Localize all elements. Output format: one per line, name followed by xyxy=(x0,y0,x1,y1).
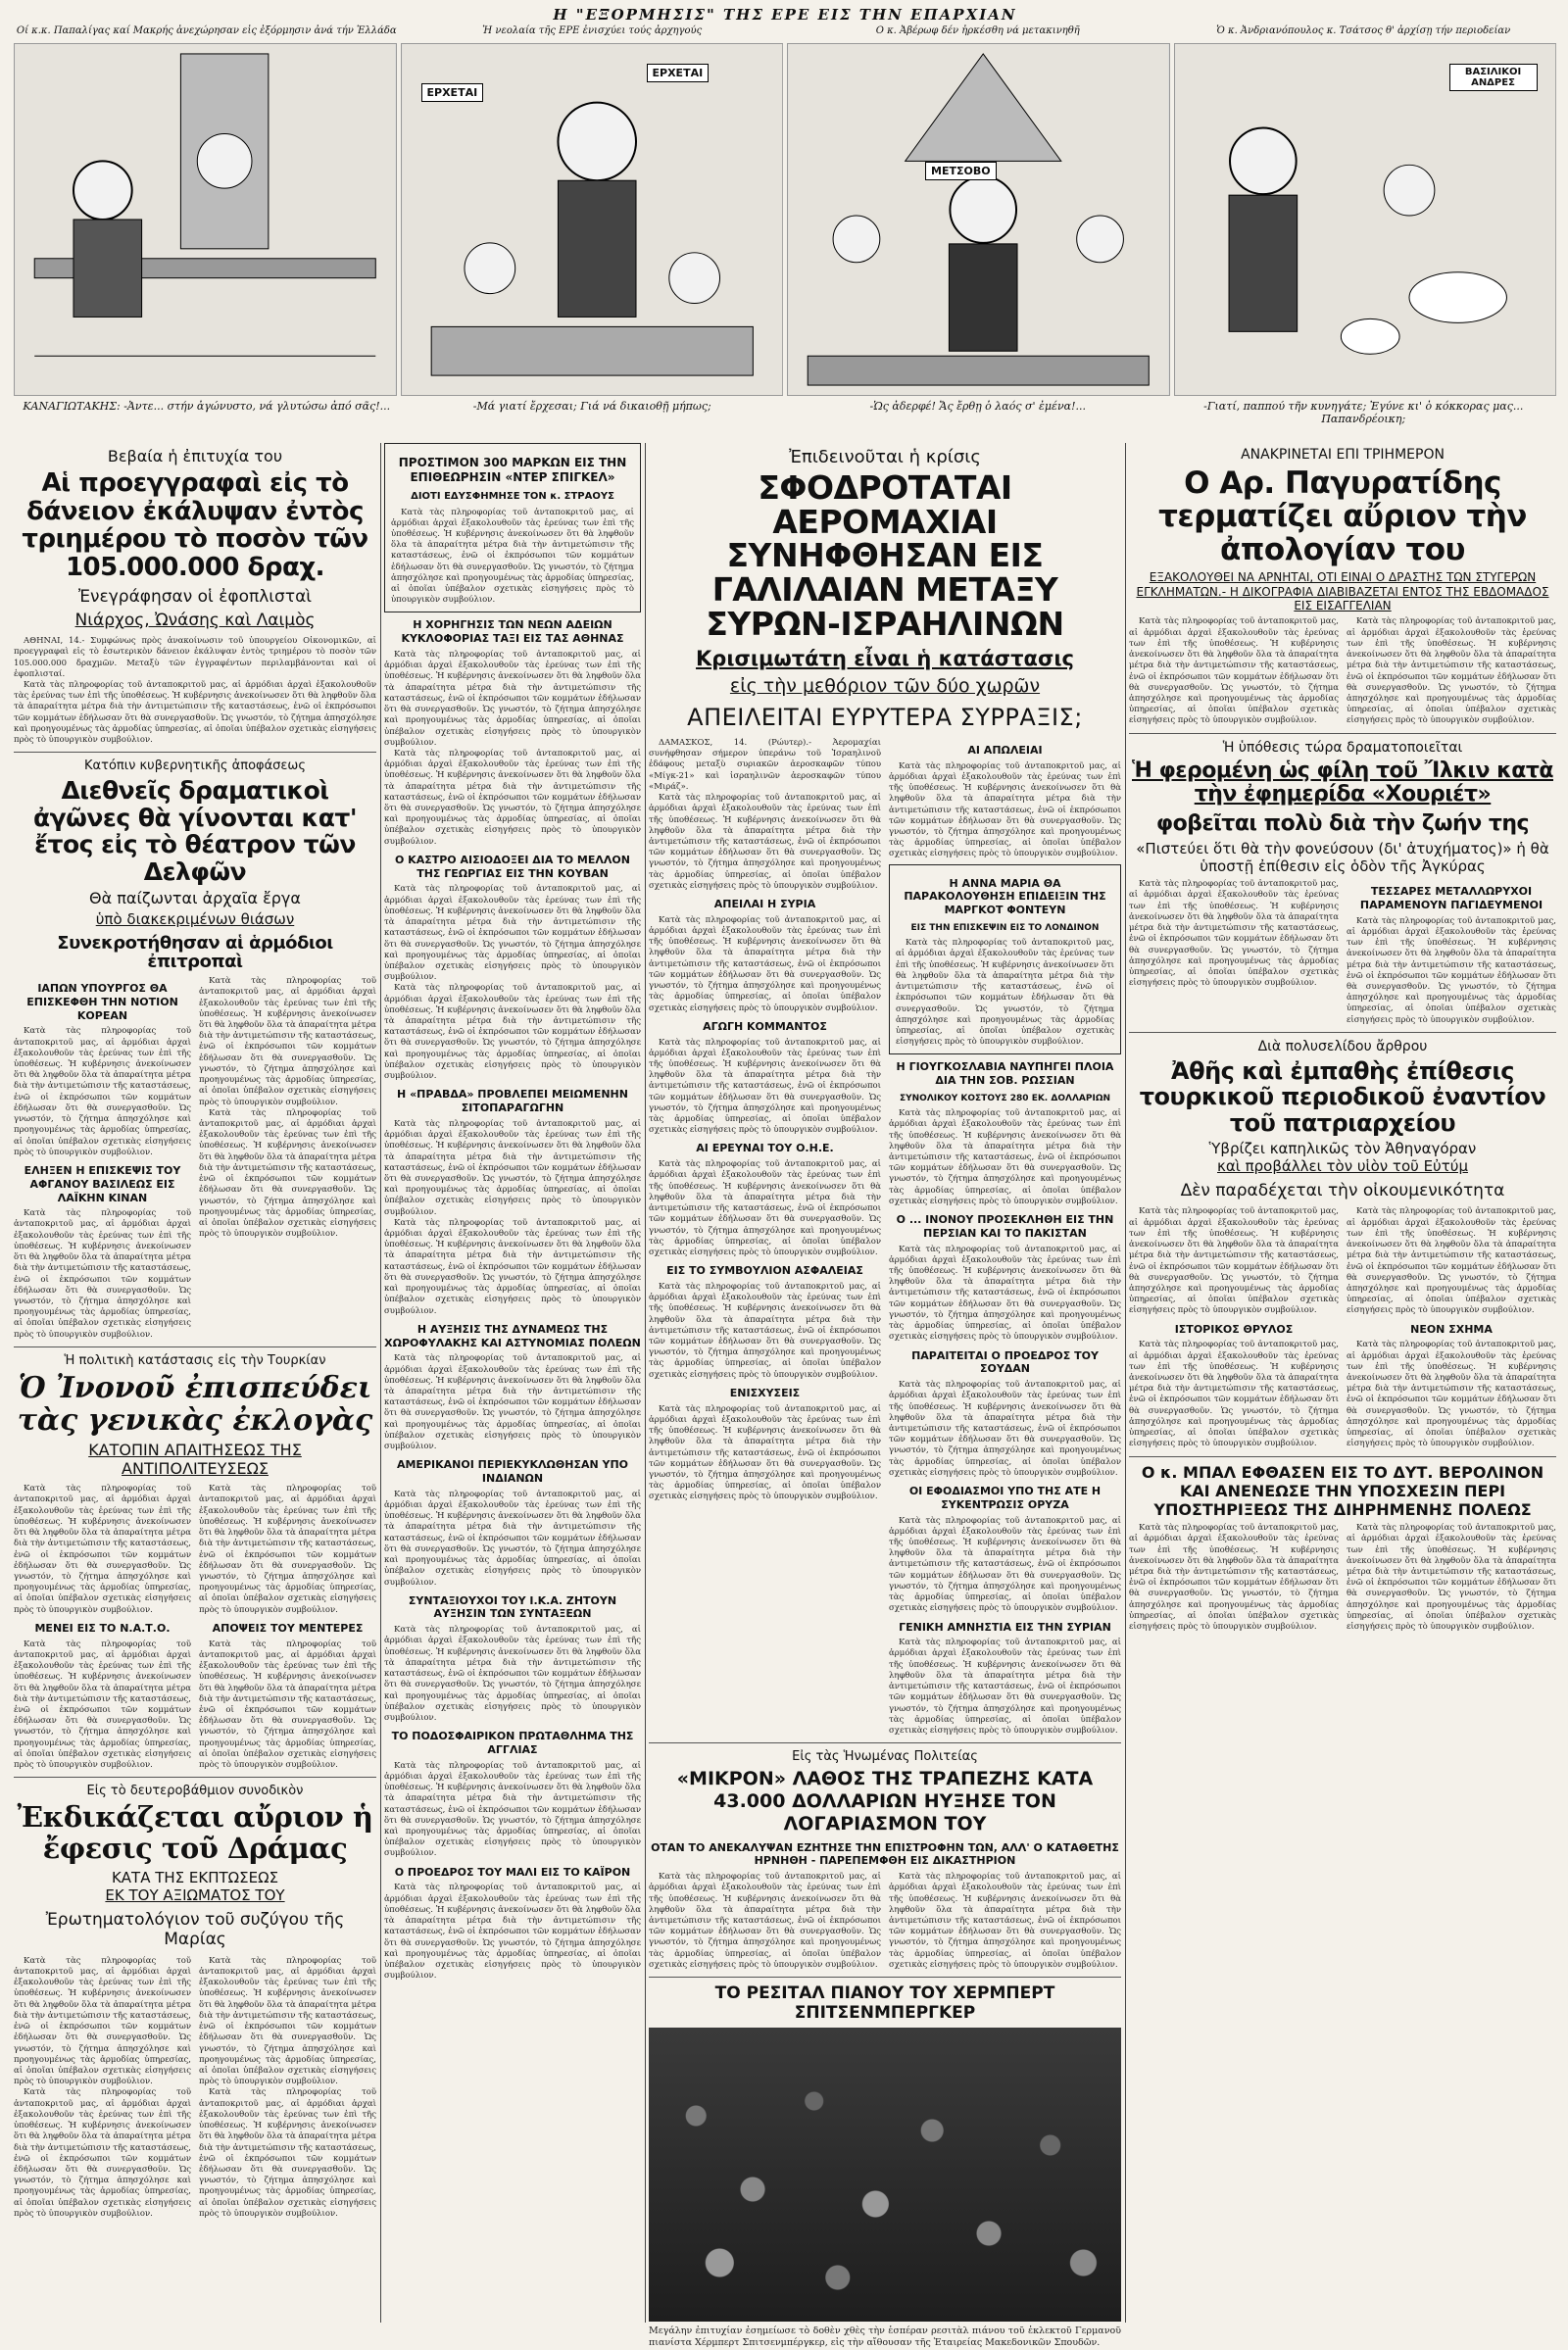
article-body xyxy=(384,1490,641,1589)
body-text: Κατὰ τὰς πληροφορίας τοῦ ἀνταποκριτοῦ μας, αἱ ἁρμόδιαι ἀρχαὶ ἐξακολουθοῦν τὰς ἐρεύνας των ἐπὶ τῆς ὑποθέσεως. Ἡ κυβέρνησις ἀνεκοίνωσεν ὅτι θὰ ληφθοῦν ὅλα τὰ ἀπαραίτητα μέτρα διὰ τὴν ἀντιμετώπισιν τῆς καταστάσεως, ἐνῶ οἱ ἐκπρόσωποι τῶν κομμάτων ἐδήλωσαν ὅτι θὰ συνεργασθοῦν. Ὡς γνωστόν, τὸ ζήτημα ἀπησχόλησε καὶ προηγουμένως τὰς ἀρμοδίας ὑπηρεσίας, αἱ ὁποῖαι ὑπέβαλον σχετικὰς εἰσηγήσεις πρὸς τὸ ὑπουργικὸν συμβούλιον. xyxy=(1347,1523,1556,1633)
article-body xyxy=(1347,1340,1556,1449)
body-text: ΑΘΗΝΑΙ, 14.- Συμφώνως πρὸς ἀνακοίνωσιν τοῦ ὑπουργείου Οἰκονομικῶν, αἱ προεγγραφαὶ εἰς τὸ ἐσωτερικὸν δάνειον ἐκάλυψαν ἐντὸς τριημέρου τὸ ποσὸν τῶν 105.000.000 δραχμῶν. Μεταξὺ τῶν ἐγγραφέντων περιλαμβάνονται καὶ οἱ ἐφοπλισταί. xyxy=(14,636,376,679)
cartoon-drawing-icon xyxy=(788,44,1169,395)
body-text: Κατὰ τὰς πληροφορίας τοῦ ἀνταποκριτοῦ μας, αἱ ἁρμόδιαι ἀρχαὶ ἐξακολουθοῦν τὰς ἐρεύνας των ἐπὶ τῆς ὑποθέσεως. Ἡ κυβέρνησις ἀνεκοίνωσεν ὅτι θὰ ληφθοῦν ὅλα τὰ ἀπαραίτητα μέτρα διὰ τὴν ἀντιμετώπισιν τῆς καταστάσεως, ἐνῶ οἱ ἐκπρόσωποι τῶν κομμάτων ἐδήλωσαν ὅτι θὰ συνεργασθοῦν. Ὡς γνωστόν, τὸ ζήτημα ἀπησχόλησε καὶ προηγουμένως τὰς ἀρμοδίας ὑπηρεσίας, αἱ ὁποῖαι ὑπέβαλον σχετικὰς εἰσηγήσεις πρὸς τὸ ὑπουργικὸν συμβούλιον. xyxy=(384,1760,641,1859)
article-body xyxy=(384,1625,641,1724)
brief-headline: ΑΜΕΡΙΚΑΝΟΙ ΠΕΡΙΕΚΥΚΛΩΘΗΣΑΝ ΥΠΟ ΙΝΔΙΑΝΩΝ xyxy=(396,1458,629,1485)
two-column-block xyxy=(14,976,376,1341)
cartoon-caption: Ὁ κ. Ἀνδριανόπουλος κ. Τσάτσος θ' ἀρχίσῃ τήν περιοδείαν xyxy=(1216,25,1511,36)
cartoon-caption: Ἡ νεολαία τῆς ΕΡΕ ἐνισχύει τούς ἀρχηγούς xyxy=(482,25,703,36)
article-body xyxy=(649,1159,881,1258)
article-subhead: ΕΞΑΚΟΛΟΥΘΕΙ ΝΑ ΑΡΝΗΤΑΙ, ΟΤΙ ΕΙΝΑΙ Ο ΔΡΑΣΤΗΣ ΤΩΝ ΣΤΥΓΕΡΩΝ ΕΓΚΛΗΜΑΤΩΝ.- Η ΔΙΚΟΓΡΑΦΙΑ ΔΙΑΒΙΒΑΖΕΤΑΙ ΕΝΤΟΣ ΤΗΣ ΕΒΔΟΜΑΔΟΣ ΕΙΣ ΕΙΣΑΓΓΕΛΙΑΝ xyxy=(1136,570,1549,613)
brief-headline: Ο ΠΡΟΕΔΡΟΣ ΤΟΥ ΜΑΛΙ ΕΙΣ ΤΟ ΚΑΪΡΟΝ xyxy=(394,1865,631,1879)
body-text: Κατὰ τὰς πληροφορίας τοῦ ἀνταποκριτοῦ μας, αἱ ἁρμόδιαι ἀρχαὶ ἐξακολουθοῦν τὰς ἐρεύνας των ἐπὶ τῆς ὑποθέσεως. Ἡ κυβέρνησις ἀνεκοίνωσεν ὅτι θὰ ληφθοῦν ὅλα τὰ ἀπαραίτητα μέτρα διὰ τὴν ἀντιμετώπισιν τῆς καταστάσεως, ἐνῶ οἱ ἐκπρόσωποι τῶν κομμάτων ἐδήλωσαν ὅτι θὰ συνεργασθοῦν. Ὡς γνωστόν, τὸ ζήτημα ἀπησχόλησε καὶ προηγουμένως τὰς ἀρμοδίας ὑπηρεσίας, αἱ ὁποῖαι ὑπέβαλον σχετικὰς εἰσηγήσεις πρὸς τὸ ὑπουργικὸν συμβούλιον. xyxy=(1129,1206,1339,1316)
article-body xyxy=(14,636,376,746)
body-text: Κατὰ τὰς πληροφορίας τοῦ ἀνταποκριτοῦ μας, αἱ ἁρμόδιαι ἀρχαὶ ἐξακολουθοῦν τὰς ἐρεύνας των ἐπὶ τῆς ὑποθέσεως. Ἡ κυβέρνησις ἀνεκοίνωσεν ὅτι θὰ ληφθοῦν ὅλα τὰ ἀπαραίτητα μέτρα διὰ τὴν ἀντιμετώπισιν τῆς καταστάσεως, ἐνῶ οἱ ἐκπρόσωποι τῶν κομμάτων ἐδήλωσαν ὅτι θὰ συνεργασθοῦν. Ὡς γνωστόν, τὸ ζήτημα ἀπησχόλησε καὶ προηγουμένως τὰς ἀρμοδίας ὑπηρεσίας, αἱ ὁποῖαι ὑπέβαλον σχετικὰς εἰσηγήσεις πρὸς τὸ ὑπουργικὸν συμβούλιον. xyxy=(199,976,376,1107)
brief-headline: ΕΛΗΞΕΝ Η ΕΠΙΣΚΕΨΙΣ ΤΟΥ ΑΦΓΑΝΟΥ ΒΑΣΙΛΕΩΣ ΕΙΣ ΛΑΪΚΗΝ ΚΙΝΑΝ xyxy=(24,1164,181,1204)
body-text: Κατὰ τὰς πληροφορίας τοῦ ἀνταποκριτοῦ μας, αἱ ἁρμόδιαι ἀρχαὶ ἐξακολουθοῦν τὰς ἐρεύνας των ἐπὶ τῆς ὑποθέσεως. Ἡ κυβέρνησις ἀνεκοίνωσεν ὅτι θὰ ληφθοῦν ὅλα τὰ ἀπαραίτητα μέτρα διὰ τὴν ἀντιμετώπισιν τῆς καταστάσεως, ἐνῶ οἱ ἐκπρόσωποι τῶν κομμάτων ἐδήλωσαν ὅτι θὰ συνεργασθοῦν. Ὡς γνωστόν, τὸ ζήτημα ἀπησχόλησε καὶ προηγουμένως τὰς ἀρμοδίας ὑπηρεσίας, αἱ ὁποῖαι ὑπέβαλον σχετικὰς εἰσηγήσεις πρὸς τὸ ὑπουργικὸν συμβούλιον. xyxy=(649,1403,881,1502)
article-body xyxy=(889,1245,1121,1344)
article-body xyxy=(14,1484,191,1616)
body-text: Κατὰ τὰς πληροφορίας τοῦ ἀνταποκριτοῦ μας, αἱ ἁρμόδιαι ἀρχαὶ ἐξακολουθοῦν τὰς ἐρεύνας των ἐπὶ τῆς ὑποθέσεως. Ἡ κυβέρνησις ἀνεκοίνωσεν ὅτι θὰ ληφθοῦν ὅλα τὰ ἀπαραίτητα μέτρα διὰ τὴν ἀντιμετώπισιν τῆς καταστάσεως, ἐνῶ οἱ ἐκπρόσωποι τῶν κομμάτων ἐδήλωσαν ὅτι θὰ συνεργασθοῦν. Ὡς γνωστόν, τὸ ζήτημα ἀπησχόλησε καὶ προηγουμένως τὰς ἀρμοδίας ὑπηρεσίας, αἱ ὁποῖαι ὑπέβαλον σχετικὰς εἰσηγήσεις πρὸς τὸ ὑπουργικὸν συμβούλιον. xyxy=(14,1208,191,1340)
article-body xyxy=(199,1640,376,1772)
cartoon-panel-4 xyxy=(1174,43,1557,396)
article-kicker: Εἰς τὸ δευτεροβάθμιον συνοδικὸν xyxy=(86,1784,304,1799)
body-text: Κατὰ τὰς πληροφορίας τοῦ ἀνταποκριτοῦ μας, αἱ ἁρμόδιαι ἀρχαὶ ἐξακολουθοῦν τὰς ἐρεύνας των ἐπὶ τῆς ὑποθέσεως. Ἡ κυβέρνησις ἀνεκοίνωσεν ὅτι θὰ ληφθοῦν ὅλα τὰ ἀπαραίτητα μέτρα διὰ τὴν ἀντιμετώπισιν τῆς καταστάσεως, ἐνῶ οἱ ἐκπρόσωποι τῶν κομμάτων ἐδήλωσαν ὅτι θὰ συνεργασθοῦν. Ὡς γνωστόν, τὸ ζήτημα ἀπησχόλησε καὶ προηγουμένως τὰς ἀρμοδίας ὑπηρεσίας, αἱ ὁποῖαι ὑπέβαλον σχετικὰς εἰσηγήσεις πρὸς τὸ ὑπουργικὸν συμβούλιον. xyxy=(384,983,641,1082)
article-subhead: καὶ προβάλλει τὸν υἱὸν τοῦ Εὐτύμ xyxy=(1217,1157,1468,1176)
article-headline: Ὁ Ἰνονοῦ ἐπισπεύδει τὰς γενικὰς ἐκλογὰς xyxy=(17,1370,373,1438)
cartoon-sign: ΜΕΤΣΟΒΟ xyxy=(925,162,997,180)
boxed-article xyxy=(384,443,641,612)
article-headline: Ο Αρ. Παγυρατίδης τερματίζει αὔριον τὴν ἀπολογίαν του xyxy=(1158,465,1527,568)
article-body xyxy=(649,915,881,1014)
article-headline: «ΜΙΚΡΟΝ» ΛΑΘΟΣ ΤΗΣ ΤΡΑΠΕΖΗΣ ΚΑΤΑ 43.000 ΔΟΛΛΑΡΙΩΝ ΗΥΞΗΣΕ ΤΟΝ ΛΟΓΑΡΙΑΣΜΟΝ ΤΟΥ xyxy=(676,1768,1094,1835)
article-subhead: ΕΚ ΤΟΥ ΑΞΙΩΜΑΤΟΣ ΤΟΥ xyxy=(105,1886,285,1905)
body-text: Κατὰ τὰς πληροφορίας τοῦ ἀνταποκριτοῦ μας, αἱ ἁρμόδιαι ἀρχαὶ ἐξακολουθοῦν τὰς ἐρεύνας των ἐπὶ τῆς ὑποθέσεως. Ἡ κυβέρνησις ἀνεκοίνωσεν ὅτι θὰ ληφθοῦν ὅλα τὰ ἀπαραίτητα μέτρα διὰ τὴν ἀντιμετώπισιν τῆς καταστάσεως, ἐνῶ οἱ ἐκπρόσωποι τῶν κομμάτων ἐδήλωσαν ὅτι θὰ συνεργασθοῦν. Ὡς γνωστόν, τὸ ζήτημα ἀπησχόλησε καὶ προηγουμένως τὰς ἀρμοδίας ὑπηρεσίας, αἱ ὁποῖαι ὑπέβαλον σχετικὰς εἰσηγήσεις πρὸς τὸ ὑπουργικὸν συμβούλιον. xyxy=(384,1118,641,1217)
body-text: Κατὰ τὰς πληροφορίας τοῦ ἀνταποκριτοῦ μας, αἱ ἁρμόδιαι ἀρχαὶ ἐξακολουθοῦν τὰς ἐρεύνας των ἐπὶ τῆς ὑποθέσεως. Ἡ κυβέρνησις ἀνεκοίνωσεν ὅτι θὰ ληφθοῦν ὅλα τὰ ἀπαραίτητα μέτρα διὰ τὴν ἀντιμετώπισιν τῆς καταστάσεως, ἐνῶ οἱ ἐκπρόσωποι τῶν κομμάτων ἐδήλωσαν ὅτι θὰ συνεργασθοῦν. Ὡς γνωστόν, τὸ ζήτημα ἀπησχόλησε καὶ προηγουμένως τὰς ἀρμοδίας ὑπηρεσίας, αἱ ὁποῖαι ὑπέβαλον σχετικὰς εἰσηγήσεις πρὸς τὸ ὑπουργικὸν συμβούλιον. xyxy=(14,680,376,746)
body-text: Κατὰ τὰς πληροφορίας τοῦ ἀνταποκριτοῦ μας, αἱ ἁρμόδιαι ἀρχαὶ ἐξακολουθοῦν τὰς ἐρεύνας των ἐπὶ τῆς ὑποθέσεως. Ἡ κυβέρνησις ἀνεκοίνωσεν ὅτι θὰ ληφθοῦν ὅλα τὰ ἀπαραίτητα μέτρα διὰ τὴν ἀντιμετώπισιν τῆς καταστάσεως, ἐνῶ οἱ ἐκπρόσωποι τῶν κομμάτων ἐδήλωσαν ὅτι θὰ συνεργασθοῦν. Ὡς γνωστόν, τὸ ζήτημα ἀπησχόλησε καὶ προηγουμένως τὰς ἀρμοδίας ὑπηρεσίας, αἱ ὁποῖαι ὑπέβαλον σχετικὰς εἰσηγήσεις πρὸς τὸ ὑπουργικὸν συμβούλιον. xyxy=(1347,616,1556,726)
brief-headline: Ο ... ΙΝΟΝΟΥ ΠΡΟΣΕΚΛΗΘΗ ΕΙΣ ΤΗΝ ΠΕΡΣΙΑΝ ΚΑΙ ΤΟ ΠΑΚΙΣΤΑΝ xyxy=(896,1213,1114,1240)
brief-headline: ΑΠΟΨΕΙΣ ΤΟΥ ΜΕΝΤΕΡΕΣ xyxy=(212,1621,364,1635)
brief-headline: ΜΕΝΕΙ ΕΙΣ ΤΟ Ν.Α.Τ.Ο. xyxy=(34,1621,171,1635)
body-text: Κατὰ τὰς πληροφορίας τοῦ ἀνταποκριτοῦ μας, αἱ ἁρμόδιαι ἀρχαὶ ἐξακολουθοῦν τὰς ἐρεύνας των ἐπὶ τῆς ὑποθέσεως. Ἡ κυβέρνησις ἀνεκοίνωσεν ὅτι θὰ ληφθοῦν ὅλα τὰ ἀπαραίτητα μέτρα διὰ τὴν ἀντιμετώπισιν τῆς καταστάσεως, ἐνῶ οἱ ἐκπρόσωποι τῶν κομμάτων ἐδήλωσαν ὅτι θὰ συνεργασθοῦν. Ὡς γνωστόν, τὸ ζήτημα ἀπησχόλησε καὶ προηγουμένως τὰς ἀρμοδίας ὑπηρεσίας, αἱ ὁποῖαι ὑπέβαλον σχετικὰς εἰσηγήσεις πρὸς τὸ ὑπουργικὸν συμβούλιον. xyxy=(1347,915,1556,1025)
divider xyxy=(14,1346,376,1347)
divider xyxy=(649,1977,1121,1978)
article-headline: Ο κ. ΜΠΑΛ ΕΦΘΑΣΕΝ ΕΙΣ ΤΟ ΔΥΤ. ΒΕΡΟΛΙΝΟΝ ΚΑΙ ΑΝΕΝΕΩΣΕ ΤΗΝ ΥΠΟΣΧΕΣΙΝ ΠΕΡΙ ΥΠΟΣΤΗΡΙΞΕΩΣ ΤΗΣ ΔΙΗΡΗΜΕΝΗΣ ΠΟΛΕΩΣ xyxy=(1141,1462,1544,1519)
article-body xyxy=(391,508,634,607)
article-subhead: Θὰ παίζωνται ἀρχαῖα ἔργα xyxy=(89,889,301,908)
cartoon-title: Η "ΕΞΟΡΜΗΣΙΣ" ΤΗΣ ΕΡΕ ΕΙΣ ΤΗΝ ΕΠΑΡΧΙΑΝ xyxy=(553,6,1017,24)
article-body xyxy=(384,884,641,1082)
brief-headline: ΣΥΝΤΑΞΙΟΥΧΟΙ ΤΟΥ Ι.Κ.Α. ΖΗΤΟΥΝ ΑΥΞΗΣΙΝ ΤΩΝ ΣΥΝΤΑΞΕΩΝ xyxy=(408,1593,617,1621)
article-body xyxy=(896,938,1114,1048)
section-label: ΑΙ ΕΡΕΥΝΑΙ ΤΟΥ Ο.Η.Ε. xyxy=(696,1142,834,1155)
article-body xyxy=(1129,616,1339,726)
brief-subhead: ΕΙΣ ΤΗΝ ΕΠΙΣΚΕΨΙΝ ΕΙΣ ΤΟ ΛΟΝΔΙΝΟΝ xyxy=(910,922,1100,933)
article-subhead: «Πιστεύει ὅτι θὰ τὴν φονεύσουν (δι' ἀτυχήματος)» ἡ θὰ ὑποστῇ ἐπίθεσιν εἰς ὁδὸν τῆς Ἀγκύρας xyxy=(1136,840,1549,876)
article-kicker: Κατόπιν κυβερνητικῆς ἀποφάσεως xyxy=(84,759,306,774)
article-body xyxy=(889,1516,1121,1615)
brief-headline: Η «ΠΡΑΒΔΑ» ΠΡΟΒΛΕΠΕΙ ΜΕΙΩΜΕΝΗΝ ΣΙΤΟΠΑΡΑΓΩΓΗΝ xyxy=(397,1088,628,1115)
article-subhead: εἰς τὴν μεθόριον τῶν δύο χωρῶν xyxy=(729,675,1041,698)
section-label: ΙΣΤΟΡΙΚΟΣ ΘΡΥΛΟΣ xyxy=(1174,1322,1294,1336)
article-kicker: Εἰς τὰς Ἡνωμένας Πολιτείας xyxy=(792,1749,978,1765)
body-text: Κατὰ τὰς πληροφορίας τοῦ ἀνταποκριτοῦ μας, αἱ ἁρμόδιαι ἀρχαὶ ἐξακολουθοῦν τὰς ἐρεύνας των ἐπὶ τῆς ὑποθέσεως. Ἡ κυβέρνησις ἀνεκοίνωσεν ὅτι θὰ ληφθοῦν ὅλα τὰ ἀπαραίτητα μέτρα διὰ τὴν ἀντιμετώπισιν τῆς καταστάσεως, ἐνῶ οἱ ἐκπρόσωποι τῶν κομμάτων ἐδήλωσαν ὅτι θὰ συνεργασθοῦν. Ὡς γνωστόν, τὸ ζήτημα ἀπησχόλησε καὶ προηγουμένως τὰς ἀρμοδίας ὑπηρεσίας, αἱ ὁποῖαι ὑπέβαλον σχετικὰς εἰσηγήσεις πρὸς τὸ ὑπουργικὸν συμβούλιον. xyxy=(889,1872,1121,1970)
brief-headline: ΤΟ ΠΟΔΟΣΦΑΙΡΙΚΟΝ ΠΡΩΤΑΘΛΗΜΑ ΤΗΣ ΑΓΓΛΙΑΣ xyxy=(391,1730,634,1756)
section-label: ΑΠΕΙΛΑΙ Η ΣΥΡΙΑ xyxy=(713,898,816,911)
body-text: Κατὰ τὰς πληροφορίας τοῦ ἀνταποκριτοῦ μας, αἱ ἁρμόδιαι ἀρχαὶ ἐξακολουθοῦν τὰς ἐρεύνας των ἐπὶ τῆς ὑποθέσεως. Ἡ κυβέρνησις ἀνεκοίνωσεν ὅτι θὰ ληφθοῦν ὅλα τὰ ἀπαραίτητα μέτρα διὰ τὴν ἀντιμετώπισιν τῆς καταστάσεως, ἐνῶ οἱ ἐκπρόσωποι τῶν κομμάτων ἐδήλωσαν ὅτι θὰ συνεργασθοῦν. Ὡς γνωστόν, τὸ ζήτημα ἀπησχόλησε καὶ προηγουμένως τὰς ἀρμοδίας ὑπηρεσίας, αἱ ὁποῖαι ὑπέβαλον σχετικὰς εἰσηγήσεις πρὸς τὸ ὑπουργικὸν συμβούλιον. xyxy=(391,507,634,606)
body-text: Κατὰ τὰς πληροφορίας τοῦ ἀνταποκριτοῦ μας, αἱ ἁρμόδιαι ἀρχαὶ ἐξακολουθοῦν τὰς ἐρεύνας των ἐπὶ τῆς ὑποθέσεως. Ἡ κυβέρνησις ἀνεκοίνωσεν ὅτι θὰ ληφθοῦν ὅλα τὰ ἀπαραίτητα μέτρα διὰ τὴν ἀντιμετώπισιν τῆς καταστάσεως, ἐνῶ οἱ ἐκπρόσωποι τῶν κομμάτων ἐδήλωσαν ὅτι θὰ συνεργασθοῦν. Ὡς γνωστόν, τὸ ζήτημα ἀπησχόλησε καὶ προηγουμένως τὰς ἀρμοδίας ὑπηρεσίας, αἱ ὁποῖαι ὑπέβαλον σχετικὰς εἰσηγήσεις πρὸς τὸ ὑπουργικὸν συμβούλιον. xyxy=(384,1353,641,1452)
cartoon-caption: -Μά γιατί ἔρχεσαι; Γιά νά δικαιοθῇ μήπως; xyxy=(472,400,711,413)
cartoon-captions-bottom xyxy=(14,400,1556,425)
divider xyxy=(1129,1456,1556,1457)
article-body xyxy=(889,1872,1121,1971)
body-text: Κατὰ τὰς πληροφορίας τοῦ ἀνταποκριτοῦ μας, αἱ ἁρμόδιαι ἀρχαὶ ἐξακολουθοῦν τὰς ἐρεύνας των ἐπὶ τῆς ὑποθέσεως. Ἡ κυβέρνησις ἀνεκοίνωσεν ὅτι θὰ ληφθοῦν ὅλα τὰ ἀπαραίτητα μέτρα διὰ τὴν ἀντιμετώπισιν τῆς καταστάσεως, ἐνῶ οἱ ἐκπρόσωποι τῶν κομμάτων ἐδήλωσαν ὅτι θὰ συνεργασθοῦν. Ὡς γνωστόν, τὸ ζήτημα ἀπησχόλησε καὶ προηγουμένως τὰς ἀρμοδίας ὑπηρεσίας, αἱ ὁποῖαι ὑπέβαλον σχετικὰς εἰσηγήσεις πρὸς τὸ ὑπουργικὸν συμβούλιον. xyxy=(14,2087,191,2219)
article-body xyxy=(199,976,376,1240)
body-text: Κατὰ τὰς πληροφορίας τοῦ ἀνταποκριτοῦ μας, αἱ ἁρμόδιαι ἀρχαὶ ἐξακολουθοῦν τὰς ἐρεύνας των ἐπὶ τῆς ὑποθέσεως. Ἡ κυβέρνησις ἀνεκοίνωσεν ὅτι θὰ ληφθοῦν ὅλα τὰ ἀπαραίτητα μέτρα διὰ τὴν ἀντιμετώπισιν τῆς καταστάσεως, ἐνῶ οἱ ἐκπρόσωποι τῶν κομμάτων ἐδήλωσαν ὅτι θὰ συνεργασθοῦν. Ὡς γνωστόν, τὸ ζήτημα ἀπησχόλησε καὶ προηγουμένως τὰς ἀρμοδίας ὑπηρεσίας, αἱ ὁποῖαι ὑπέβαλον σχετικὰς εἰσηγήσεις πρὸς τὸ ὑπουργικὸν συμβούλιον. xyxy=(384,1883,641,1982)
article-body xyxy=(1347,916,1556,1026)
sub-column xyxy=(1347,879,1556,1026)
section-label: ΑΓΩΓΗ ΚΟΜΜΑΝΤΟΣ xyxy=(703,1019,827,1033)
two-column-block xyxy=(1129,616,1556,726)
cartoon-caption: -Γιατί, παππού τῆν κυνηγάτε; Ἐγύνε κι' ὁ κόκκορας μας... Παπανδρέοικη; xyxy=(1203,400,1524,425)
divider xyxy=(649,1742,1121,1743)
article-subhead: ΑΠΕΙΛΕΙΤΑΙ ΕΥΡΥΤΕΡΑ ΣΥΡΡΑΞΙΣ; xyxy=(687,704,1083,732)
column-2 xyxy=(384,443,641,2323)
cartoon-panel-1 xyxy=(14,43,397,396)
article-headline: Διεθνεῖς δραματικοὶ ἀγῶνες θὰ γίνονται κατ' ἔτος εἰς τὸ θέατρον τῶν Δελφῶν xyxy=(32,776,358,886)
sub-column xyxy=(649,738,881,1737)
article-body xyxy=(14,1208,191,1341)
body-text: Κατὰ τὰς πληροφορίας τοῦ ἀνταποκριτοῦ μας, αἱ ἁρμόδιαι ἀρχαὶ ἐξακολουθοῦν τὰς ἐρεύνας των ἐπὶ τῆς ὑποθέσεως. Ἡ κυβέρνησις ἀνεκοίνωσεν ὅτι θὰ ληφθοῦν ὅλα τὰ ἀπαραίτητα μέτρα διὰ τὴν ἀντιμετώπισιν τῆς καταστάσεως, ἐνῶ οἱ ἐκπρόσωποι τῶν κομμάτων ἐδήλωσαν ὅτι θὰ συνεργασθοῦν. Ὡς γνωστόν, τὸ ζήτημα ἀπησχόλησε καὶ προηγουμένως τὰς ἀρμοδίας ὑπηρεσίας, αἱ ὁποῖαι ὑπέβαλον σχετικὰς εἰσηγήσεις πρὸς τὸ ὑπουργικὸν συμβούλιον. xyxy=(199,1107,376,1240)
body-text: Κατὰ τὰς πληροφορίας τοῦ ἀνταποκριτοῦ μας, αἱ ἁρμόδιαι ἀρχαὶ ἐξακολουθοῦν τὰς ἐρεύνας των ἐπὶ τῆς ὑποθέσεως. Ἡ κυβέρνησις ἀνεκοίνωσεν ὅτι θὰ ληφθοῦν ὅλα τὰ ἀπαραίτητα μέτρα διὰ τὴν ἀντιμετώπισιν τῆς καταστάσεως, ἐνῶ οἱ ἐκπρόσωποι τῶν κομμάτων ἐδήλωσαν ὅτι θὰ συνεργασθοῦν. Ὡς γνωστόν, τὸ ζήτημα ἀπησχόλησε καὶ προηγουμένως τὰς ἀρμοδίας ὑπηρεσίας, αἱ ὁποῖαι ὑπέβαλον σχετικὰς εἰσηγήσεις πρὸς τὸ ὑπουργικὸν συμβούλιον. xyxy=(199,1955,376,2087)
article-body xyxy=(1347,1523,1556,1633)
article-kicker: Διὰ πολυσελίδου ἄρθρου xyxy=(1257,1038,1428,1054)
audience-image-icon xyxy=(649,2028,1121,2322)
two-column-block xyxy=(1129,879,1556,1026)
article-body xyxy=(14,1640,191,1772)
article-subhead: ΟΤΑΝ ΤΟ ΑΝΕΚΑΛΥΨΑΝ ΕΖΗΤΗΣΕ ΤΗΝ ΕΠΙΣΤΡΟΦΗΝ ΤΩΝ, ΑΛΛ' Ο ΚΑΤΑΘΕΤΗΣ ΗΡΝΗΘΗ - ΠΑΡΕΠΕΜΦΘΗ ΕΙΣ ΔΙΚΑΣΤΗΡΙΟΝ xyxy=(651,1840,1119,1868)
article-subhead: ΚΑΤΟΠΙΝ ΑΠΑΙΤΗΣΕΩΣ ΤΗΣ ΑΝΤΙΠΟΛΙΤΕΥΣΕΩΣ xyxy=(88,1440,302,1479)
article-subhead: Ὑβρίζει καπηλικῶς τὸν Ἀθηναγόραν xyxy=(1208,1140,1477,1158)
cartoon-sign: ΕΡΧΕΤΑΙ xyxy=(647,64,710,82)
article-body xyxy=(14,1956,191,2220)
sub-column xyxy=(889,738,1121,1737)
body-text: Κατὰ τὰς πληροφορίας τοῦ ἀνταποκριτοῦ μας, αἱ ἁρμόδιαι ἀρχαὶ ἐξακολουθοῦν τὰς ἐρεύνας των ἐπὶ τῆς ὑποθέσεως. Ἡ κυβέρνησις ἀνεκοίνωσεν ὅτι θὰ ληφθοῦν ὅλα τὰ ἀπαραίτητα μέτρα διὰ τὴν ἀντιμετώπισιν τῆς καταστάσεως, ἐνῶ οἱ ἐκπρόσωποι τῶν κομμάτων ἐδήλωσαν ὅτι θὰ συνεργασθοῦν. Ὡς γνωστόν, τὸ ζήτημα ἀπησχόλησε καὶ προηγουμένως τὰς ἀρμοδίας ὑπηρεσίας, αἱ ὁποῖαι ὑπέβαλον σχετικὰς εἰσηγήσεις πρὸς τὸ ὑπουργικὸν συμβούλιον. xyxy=(199,2087,376,2219)
body-text: Κατὰ τὰς πληροφορίας τοῦ ἀνταποκριτοῦ μας, αἱ ἁρμόδιαι ἀρχαὶ ἐξακολουθοῦν τὰς ἐρεύνας των ἐπὶ τῆς ὑποθέσεως. Ἡ κυβέρνησις ἀνεκοίνωσεν ὅτι θὰ ληφθοῦν ὅλα τὰ ἀπαραίτητα μέτρα διὰ τὴν ἀντιμετώπισιν τῆς καταστάσεως, ἐνῶ οἱ ἐκπρόσωποι τῶν κομμάτων ἐδήλωσαν ὅτι θὰ συνεργασθοῦν. Ὡς γνωστόν, τὸ ζήτημα ἀπησχόλησε καὶ προηγουμένως τὰς ἀρμοδίας ὑπηρεσίας, αἱ ὁποῖαι ὑπέβαλον σχετικὰς εἰσηγήσεις πρὸς τὸ ὑπουργικὸν συμβούλιον. xyxy=(199,1484,376,1615)
article-body xyxy=(649,1038,881,1137)
article-subhead: Ἐρωτηματολόγιον τοῦ συζύγου τῆς Μαρίας xyxy=(45,1910,345,1950)
article-body xyxy=(649,1404,881,1503)
body-text: Κατὰ τὰς πληροφορίας τοῦ ἀνταποκριτοῦ μας, αἱ ἁρμόδιαι ἀρχαὶ ἐξακολουθοῦν τὰς ἐρεύνας των ἐπὶ τῆς ὑποθέσεως. Ἡ κυβέρνησις ἀνεκοίνωσεν ὅτι θὰ ληφθοῦν ὅλα τὰ ἀπαραίτητα μέτρα διὰ τὴν ἀντιμετώπισιν τῆς καταστάσεως, ἐνῶ οἱ ἐκπρόσωποι τῶν κομμάτων ἐδήλωσαν ὅτι θὰ συνεργασθοῦν. Ὡς γνωστόν, τὸ ζήτημα ἀπησχόλησε καὶ προηγουμένως τὰς ἀρμοδίας ὑπηρεσίας, αἱ ὁποῖαι ὑπέβαλον σχετικὰς εἰσηγήσεις πρὸς τὸ ὑπουργικὸν συμβούλιον. xyxy=(14,1026,191,1157)
concert-photo xyxy=(649,2028,1121,2322)
body-text: Κατὰ τὰς πληροφορίας τοῦ ἀνταποκριτοῦ μας, αἱ ἁρμόδιαι ἀρχαὶ ἐξακολουθοῦν τὰς ἐρεύνας των ἐπὶ τῆς ὑποθέσεως. Ἡ κυβέρνησις ἀνεκοίνωσεν ὅτι θὰ ληφθοῦν ὅλα τὰ ἀπαραίτητα μέτρα διὰ τὴν ἀντιμετώπισιν τῆς καταστάσεως, ἐνῶ οἱ ἐκπρόσωποι τῶν κομμάτων ἐδήλωσαν ὅτι θὰ συνεργασθοῦν. Ὡς γνωστόν, τὸ ζήτημα ἀπησχόλησε καὶ προηγουμένως τὰς ἀρμοδίας ὑπηρεσίας, αἱ ὁποῖαι ὑπέβαλον σχετικὰς εἰσηγήσεις πρὸς τὸ ὑπουργικὸν συμβούλιον. xyxy=(384,1625,641,1723)
article-headline: Ἐκδικάζεται αὔριον ἡ ἔφεσις τοῦ Δράμας xyxy=(17,1800,373,1866)
body-text: Κατὰ τὰς πληροφορίας τοῦ ἀνταποκριτοῦ μας, αἱ ἁρμόδιαι ἀρχαὶ ἐξακολουθοῦν τὰς ἐρεύνας των ἐπὶ τῆς ὑποθέσεως. Ἡ κυβέρνησις ἀνεκοίνωσεν ὅτι θὰ ληφθοῦν ὅλα τὰ ἀπαραίτητα μέτρα διὰ τὴν ἀντιμετώπισιν τῆς καταστάσεως, ἐνῶ οἱ ἐκπρόσωποι τῶν κομμάτων ἐδήλωσαν ὅτι θὰ συνεργασθοῦν. Ὡς γνωστόν, τὸ ζήτημα ἀπησχόλησε καὶ προηγουμένως τὰς ἀρμοδίας ὑπηρεσίας, αἱ ὁποῖαι ὑπέβαλον σχετικὰς εἰσηγήσεις πρὸς τὸ ὑπουργικὸν συμβούλιον. xyxy=(14,1484,191,1615)
brief-headline: Η ΑΥΞΗΣΙΣ ΤΗΣ ΔΥΝΑΜΕΩΣ ΤΗΣ ΧΩΡΟΦΥΛΑΚΗΣ ΚΑΙ ΑΣΤΥΝΟΜΙΑΣ ΠΟΛΕΩΝ xyxy=(384,1322,641,1349)
body-text: Κατὰ τὰς πληροφορίας τοῦ ἀνταποκριτοῦ μας, αἱ ἁρμόδιαι ἀρχαὶ ἐξακολουθοῦν τὰς ἐρεύνας των ἐπὶ τῆς ὑποθέσεως. Ἡ κυβέρνησις ἀνεκοίνωσεν ὅτι θὰ ληφθοῦν ὅλα τὰ ἀπαραίτητα μέτρα διὰ τὴν ἀντιμετώπισιν τῆς καταστάσεως, ἐνῶ οἱ ἐκπρόσωποι τῶν κομμάτων ἐδήλωσαν ὅτι θὰ συνεργασθοῦν. Ὡς γνωστόν, τὸ ζήτημα ἀπησχόλησε καὶ προηγουμένως τὰς ἀρμοδίας ὑπηρεσίας, αἱ ὁποῖαι ὑπέβαλον σχετικὰς εἰσηγήσεις πρὸς τὸ ὑπουργικὸν συμβούλιον. xyxy=(14,1955,191,2087)
article-body xyxy=(1347,616,1556,726)
sub-column xyxy=(1129,1206,1339,1449)
two-column-block xyxy=(14,1484,376,1771)
brief-headline: ΤΕΣΣΑΡΕΣ ΜΕΤΑΛΛΩΡΥΧΟΙ ΠΑΡΑΜΕΝΟΥΝ ΠΑΓΙΔΕΥΜΕΝΟΙ xyxy=(1359,885,1544,911)
article-kicker: Ἡ ὑπόθεσις τώρα δραματοποιεῖται xyxy=(1222,739,1463,756)
body-text: Κατὰ τὰς πληροφορίας τοῦ ἀνταποκριτοῦ μας, αἱ ἁρμόδιαι ἀρχαὶ ἐξακολουθοῦν τὰς ἐρεύνας των ἐπὶ τῆς ὑποθέσεως. Ἡ κυβέρνησις ἀνεκοίνωσεν ὅτι θὰ ληφθοῦν ὅλα τὰ ἀπαραίτητα μέτρα διὰ τὴν ἀντιμετώπισιν τῆς καταστάσεως, ἐνῶ οἱ ἐκπρόσωποι τῶν κομμάτων ἐδήλωσαν ὅτι θὰ συνεργασθοῦν. Ὡς γνωστόν, τὸ ζήτημα ἀπησχόλησε καὶ προηγουμένως τὰς ἀρμοδίας ὑπηρεσίας, αἱ ὁποῖαι ὑπέβαλον σχετικὰς εἰσηγήσεις πρὸς τὸ ὑπουργικὸν συμβούλιον. xyxy=(889,1244,1121,1343)
photo-headline: ΤΟ ΡΕΣΙΤΑΛ ΠΙΑΝΟΥ ΤΟΥ ΧΕΡΜΠΕΡΤ ΣΠΙΤΣΕΝΜΠΕΡΓΚΕΡ xyxy=(714,1983,1055,2024)
body-text: Κατὰ τὰς πληροφορίας τοῦ ἀνταποκριτοῦ μας, αἱ ἁρμόδιαι ἀρχαὶ ἐξακολουθοῦν τὰς ἐρεύνας των ἐπὶ τῆς ὑποθέσεως. Ἡ κυβέρνησις ἀνεκοίνωσεν ὅτι θὰ ληφθοῦν ὅλα τὰ ἀπαραίτητα μέτρα διὰ τὴν ἀντιμετώπισιν τῆς καταστάσεως, ἐνῶ οἱ ἐκπρόσωποι τῶν κομμάτων ἐδήλωσαν ὅτι θὰ συνεργασθοῦν. Ὡς γνωστόν, τὸ ζήτημα ἀπησχόλησε καὶ προηγουμένως τὰς ἀρμοδίας ὑπηρεσίας, αἱ ὁποῖαι ὑπέβαλον σχετικὰς εἰσηγήσεις πρὸς τὸ ὑπουργικὸν συμβούλιον. xyxy=(199,1639,376,1771)
article-body xyxy=(649,738,881,892)
article-headline: ΣΦΟΔΡΟΤΑΤΑΙ ΑΕΡΟΜΑΧΙΑΙ ΣΥΝΗΦΘΗΣΑΝ ΕΙΣ ΓΑΛΙΛΑΙΑΝ ΜΕΤΑΞΥ ΣΥΡΩΝ-ΙΣΡΑΗΛΙΝΩΝ xyxy=(706,468,1064,643)
column-divider xyxy=(1125,443,1126,2323)
body-text: Κατὰ τὰς πληροφορίας τοῦ ἀνταποκριτοῦ μας, αἱ ἁρμόδιαι ἀρχαὶ ἐξακολουθοῦν τὰς ἐρεύνας των ἐπὶ τῆς ὑποθέσεως. Ἡ κυβέρνησις ἀνεκοίνωσεν ὅτι θὰ ληφθοῦν ὅλα τὰ ἀπαραίτητα μέτρα διὰ τὴν ἀντιμετώπισιν τῆς καταστάσεως, ἐνῶ οἱ ἐκπρόσωποι τῶν κομμάτων ἐδήλωσαν ὅτι θὰ συνεργασθοῦν. Ὡς γνωστόν, τὸ ζήτημα ἀπησχόλησε καὶ προηγουμένως τὰς ἀρμοδίας ὑπηρεσίας, αἱ ὁποῖαι ὑπέβαλον σχετικὰς εἰσηγήσεις πρὸς τὸ ὑπουργικὸν συμβούλιον. xyxy=(889,760,1121,859)
body-text: Κατὰ τὰς πληροφορίας τοῦ ἀνταποκριτοῦ μας, αἱ ἁρμόδιαι ἀρχαὶ ἐξακολουθοῦν τὰς ἐρεύνας των ἐπὶ τῆς ὑποθέσεως. Ἡ κυβέρνησις ἀνεκοίνωσεν ὅτι θὰ ληφθοῦν ὅλα τὰ ἀπαραίτητα μέτρα διὰ τὴν ἀντιμετώπισιν τῆς καταστάσεως, ἐνῶ οἱ ἐκπρόσωποι τῶν κομμάτων ἐδήλωσαν ὅτι θὰ συνεργασθοῦν. Ὡς γνωστόν, τὸ ζήτημα ἀπησχόλησε καὶ προηγουμένως τὰς ἀρμοδίας ὑπηρεσίας, αἱ ὁποῖαι ὑπέβαλον σχετικὰς εἰσηγήσεις πρὸς τὸ ὑπουργικὸν συμβούλιον. xyxy=(14,1639,191,1771)
body-text: Κατὰ τὰς πληροφορίας τοῦ ἀνταποκριτοῦ μας, αἱ ἁρμόδιαι ἀρχαὶ ἐξακολουθοῦν τὰς ἐρεύνας των ἐπὶ τῆς ὑποθέσεως. Ἡ κυβέρνησις ἀνεκοίνωσεν ὅτι θὰ ληφθοῦν ὅλα τὰ ἀπαραίτητα μέτρα διὰ τὴν ἀντιμετώπισιν τῆς καταστάσεως, ἐνῶ οἱ ἐκπρόσωποι τῶν κομμάτων ἐδήλωσαν ὅτι θὰ συνεργασθοῦν. Ὡς γνωστόν, τὸ ζήτημα ἀπησχόλησε καὶ προηγουμένως τὰς ἀρμοδίας ὑπηρεσίας, αἱ ὁποῖαι ὑπέβαλον σχετικὰς εἰσηγήσεις πρὸς τὸ ὑπουργικὸν συμβούλιον. xyxy=(889,1638,1121,1737)
body-text: Κατὰ τὰς πληροφορίας τοῦ ἀνταποκριτοῦ μας, αἱ ἁρμόδιαι ἀρχαὶ ἐξακολουθοῦν τὰς ἐρεύνας των ἐπὶ τῆς ὑποθέσεως. Ἡ κυβέρνησις ἀνεκοίνωσεν ὅτι θὰ ληφθοῦν ὅλα τὰ ἀπαραίτητα μέτρα διὰ τὴν ἀντιμετώπισιν τῆς καταστάσεως, ἐνῶ οἱ ἐκπρόσωποι τῶν κομμάτων ἐδήλωσαν ὅτι θὰ συνεργασθοῦν. Ὡς γνωστόν, τὸ ζήτημα ἀπησχόλησε καὶ προηγουμένως τὰς ἀρμοδίας ὑπηρεσίας, αἱ ὁποῖαι ὑπέβαλον σχετικὰς εἰσηγήσεις πρὸς τὸ ὑπουργικὸν συμβούλιον. xyxy=(384,748,641,847)
article-body xyxy=(384,1761,641,1860)
body-text: Κατὰ τὰς πληροφορίας τοῦ ἀνταποκριτοῦ μας, αἱ ἁρμόδιαι ἀρχαὶ ἐξακολουθοῦν τὰς ἐρεύνας των ἐπὶ τῆς ὑποθέσεως. Ἡ κυβέρνησις ἀνεκοίνωσεν ὅτι θὰ ληφθοῦν ὅλα τὰ ἀπαραίτητα μέτρα διὰ τὴν ἀντιμετώπισιν τῆς καταστάσεως, ἐνῶ οἱ ἐκπρόσωποι τῶν κομμάτων ἐδήλωσαν ὅτι θὰ συνεργασθοῦν. Ὡς γνωστόν, τὸ ζήτημα ἀπησχόλησε καὶ προηγουμένως τὰς ἀρμοδίας ὑπηρεσίας, αἱ ὁποῖαι ὑπέβαλον σχετικὰς εἰσηγήσεις πρὸς τὸ ὑπουργικὸν συμβούλιον. xyxy=(384,1489,641,1588)
column-divider xyxy=(380,443,381,2323)
brief-headline: ΠΑΡΑΙΤΕΙΤΑΙ Ο ΠΡΟΕΔΡΟΣ ΤΟΥ ΣΟΥΔΑΝ xyxy=(911,1348,1099,1376)
sub-column xyxy=(199,1484,376,1771)
cartoon-strip xyxy=(14,6,1556,435)
two-column-block xyxy=(649,1872,1121,1971)
article-body xyxy=(1347,1206,1556,1316)
article-body xyxy=(384,650,641,848)
cartoon-drawing-icon xyxy=(15,44,396,395)
article-body xyxy=(889,1638,1121,1737)
article-kicker: ΑΝΑΚΡΙΝΕΤΑΙ ΕΠΙ ΤΡΙΗΜΕΡΟΝ xyxy=(1241,447,1445,463)
cartoon-panels xyxy=(14,43,1556,396)
article-body xyxy=(1129,1206,1339,1316)
body-text: Κατὰ τὰς πληροφορίας τοῦ ἀνταποκριτοῦ μας, αἱ ἁρμόδιαι ἀρχαὶ ἐξακολουθοῦν τὰς ἐρεύνας των ἐπὶ τῆς ὑποθέσεως. Ἡ κυβέρνησις ἀνεκοίνωσεν ὅτι θὰ ληφθοῦν ὅλα τὰ ἀπαραίτητα μέτρα διὰ τὴν ἀντιμετώπισιν τῆς καταστάσεως, ἐνῶ οἱ ἐκπρόσωποι τῶν κομμάτων ἐδήλωσαν ὅτι θὰ συνεργασθοῦν. Ὡς γνωστόν, τὸ ζήτημα ἀπησχόλησε καὶ προηγουμένως τὰς ἀρμοδίας ὑπηρεσίας, αἱ ὁποῖαι ὑπέβαλον σχετικὰς εἰσηγήσεις πρὸς τὸ ὑπουργικὸν συμβούλιον. xyxy=(649,1281,881,1380)
body-text: Κατὰ τὰς πληροφορίας τοῦ ἀνταποκριτοῦ μας, αἱ ἁρμόδιαι ἀρχαὶ ἐξακολουθοῦν τὰς ἐρεύνας των ἐπὶ τῆς ὑποθέσεως. Ἡ κυβέρνησις ἀνεκοίνωσεν ὅτι θὰ ληφθοῦν ὅλα τὰ ἀπαραίτητα μέτρα διὰ τὴν ἀντιμετώπισιν τῆς καταστάσεως, ἐνῶ οἱ ἐκπρόσωποι τῶν κομμάτων ἐδήλωσαν ὅτι θὰ συνεργασθοῦν. Ὡς γνωστόν, τὸ ζήτημα ἀπησχόλησε καὶ προηγουμένως τὰς ἀρμοδίας ὑπηρεσίας, αἱ ὁποῖαι ὑπέβαλον σχετικὰς εἰσηγήσεις πρὸς τὸ ὑπουργικὸν συμβούλιον. xyxy=(889,1108,1121,1206)
section-label: ΕΙΣ ΤΟ ΣΥΜΒΟΥΛΙΟΝ ΑΣΦΑΛΕΙΑΣ xyxy=(666,1264,863,1278)
brief-subhead: ΔΙΟΤΙ ΕΔΥΣΦΗΜΗΣΕ ΤΟΝ κ. ΣΤΡΑΟΥΣ xyxy=(411,491,614,502)
article-headline: Ἡ φερομένη ὡς φίλη τοῦ Ἴλκιν κατὰ τὴν ἐφημερίδα «Χουριέτ» xyxy=(1132,758,1553,807)
body-text: Κατὰ τὰς πληροφορίας τοῦ ἀνταποκριτοῦ μας, αἱ ἁρμόδιαι ἀρχαὶ ἐξακολουθοῦν τὰς ἐρεύνας των ἐπὶ τῆς ὑποθέσεως. Ἡ κυβέρνησις ἀνεκοίνωσεν ὅτι θὰ ληφθοῦν ὅλα τὰ ἀπαραίτητα μέτρα διὰ τὴν ἀντιμετώπισιν τῆς καταστάσεως, ἐνῶ οἱ ἐκπρόσωποι τῶν κομμάτων ἐδήλωσαν ὅτι θὰ συνεργασθοῦν. Ὡς γνωστόν, τὸ ζήτημα ἀπησχόλησε καὶ προηγουμένως τὰς ἀρμοδίας ὑπηρεσίας, αἱ ὁποῖαι ὑπέβαλον σχετικὰς εἰσηγήσεις πρὸς τὸ ὑπουργικὸν συμβούλιον. xyxy=(889,1380,1121,1478)
brief-headline: ΓΕΝΙΚΗ ΑΜΝΗΣΤΙΑ ΕΙΣ ΤΗΝ ΣΥΡΙΑΝ xyxy=(899,1620,1111,1634)
divider xyxy=(14,1777,376,1778)
cartoon-caption: -Ὡς ἀδερφέ! Ἄς ἔρθῃ ὁ λαός σ' ἐμένα!... xyxy=(869,400,1086,413)
article-body xyxy=(384,1119,641,1317)
article-subhead: ὑπὸ διακεκριμένων θιάσων xyxy=(95,909,295,928)
cartoon-sign: ΕΡΧΕΤΑΙ xyxy=(421,83,484,102)
divider xyxy=(1129,733,1556,734)
two-column-block xyxy=(1129,1206,1556,1449)
article-kicker: Βεβαία ἡ ἐπιτυχία του xyxy=(107,447,283,465)
article-body xyxy=(14,1026,191,1158)
article-body xyxy=(199,1956,376,2220)
body-text: Κατὰ τὰς πληροφορίας τοῦ ἀνταποκριτοῦ μας, αἱ ἁρμόδιαι ἀρχαὶ ἐξακολουθοῦν τὰς ἐρεύνας των ἐπὶ τῆς ὑποθέσεως. Ἡ κυβέρνησις ἀνεκοίνωσεν ὅτι θὰ ληφθοῦν ὅλα τὰ ἀπαραίτητα μέτρα διὰ τὴν ἀντιμετώπισιν τῆς καταστάσεως, ἐνῶ οἱ ἐκπρόσωποι τῶν κομμάτων ἐδήλωσαν ὅτι θὰ συνεργασθοῦν. Ὡς γνωστόν, τὸ ζήτημα ἀπησχόλησε καὶ προηγουμένως τὰς ἀρμοδίας ὑπηρεσίας, αἱ ὁποῖαι ὑπέβαλον σχετικὰς εἰσηγήσεις πρὸς τὸ ὑπουργικὸν συμβούλιον. xyxy=(384,649,641,748)
body-text: ΔΑΜΑΣΚΟΣ, 14. (Ρώυτερ).- Ἀερομαχίαι συνήφθησαν σήμερον ὑπεράνω τοῦ Ἰσραηλινοῦ ἐδάφους μεταξὺ συριακῶν ἀεροσκαφῶν τύπου «Μίγκ-21» καὶ ἰσραηλινῶν ἀεροσκαφῶν τύπου «Μιράζ». xyxy=(649,737,881,792)
two-column-block xyxy=(1129,1523,1556,1633)
body-text: Κατὰ τὰς πληροφορίας τοῦ ἀνταποκριτοῦ μας, αἱ ἁρμόδιαι ἀρχαὶ ἐξακολουθοῦν τὰς ἐρεύνας των ἐπὶ τῆς ὑποθέσεως. Ἡ κυβέρνησις ἀνεκοίνωσεν ὅτι θὰ ληφθοῦν ὅλα τὰ ἀπαραίτητα μέτρα διὰ τὴν ἀντιμετώπισιν τῆς καταστάσεως, ἐνῶ οἱ ἐκπρόσωποι τῶν κομμάτων ἐδήλωσαν ὅτι θὰ συνεργασθοῦν. Ὡς γνωστόν, τὸ ζήτημα ἀπησχόλησε καὶ προηγουμένως τὰς ἀρμοδίας ὑπηρεσίας, αἱ ὁποῖαι ὑπέβαλον σχετικὰς εἰσηγήσεις πρὸς τὸ ὑπουργικὸν συμβούλιον. xyxy=(649,1037,881,1136)
body-text: Κατὰ τὰς πληροφορίας τοῦ ἀνταποκριτοῦ μας, αἱ ἁρμόδιαι ἀρχαὶ ἐξακολουθοῦν τὰς ἐρεύνας των ἐπὶ τῆς ὑποθέσεως. Ἡ κυβέρνησις ἀνεκοίνωσεν ὅτι θὰ ληφθοῦν ὅλα τὰ ἀπαραίτητα μέτρα διὰ τὴν ἀντιμετώπισιν τῆς καταστάσεως, ἐνῶ οἱ ἐκπρόσωποι τῶν κομμάτων ἐδήλωσαν ὅτι θὰ συνεργασθοῦν. Ὡς γνωστόν, τὸ ζήτημα ἀπησχόλησε καὶ προηγουμένως τὰς ἀρμοδίας ὑπηρεσίας, αἱ ὁποῖαι ὑπέβαλον σχετικὰς εἰσηγήσεις πρὸς τὸ ὑπουργικὸν συμβούλιον. xyxy=(896,938,1114,1048)
article-headline: Ἀθῆς καὶ ἐμπαθὴς ἐπίθεσις τουρκικοῦ περιοδικοῦ ἐναντίον τοῦ πατριαρχείου xyxy=(1139,1056,1546,1137)
column-3 xyxy=(649,443,1121,2349)
sub-column xyxy=(199,976,376,1341)
brief-headline: Η ΓΙΟΥΓΚΟΣΛΑΒΙΑ ΝΑΥΠΗΓΕΙ ΠΛΟΙΑ ΔΙΑ ΤΗΝ ΣΟΒ. ΡΩΣΣΙΑΝ xyxy=(896,1060,1114,1088)
column-1 xyxy=(14,443,376,2323)
brief-headline: Η ΑΝΝΑ ΜΑΡΙΑ ΘΑ ΠΑΡΑΚΟΛΟΥΘΗΣΗ ΕΠΙΔΕΙΞΙΝ ΤΗΣ ΜΑΡΓΚΟΤ ΦΟΝΤΕΥΝ xyxy=(904,876,1106,917)
article-body xyxy=(384,1353,641,1452)
body-text: Κατὰ τὰς πληροφορίας τοῦ ἀνταποκριτοῦ μας, αἱ ἁρμόδιαι ἀρχαὶ ἐξακολουθοῦν τὰς ἐρεύνας των ἐπὶ τῆς ὑποθέσεως. Ἡ κυβέρνησις ἀνεκοίνωσεν ὅτι θὰ ληφθοῦν ὅλα τὰ ἀπαραίτητα μέτρα διὰ τὴν ἀντιμετώπισιν τῆς καταστάσεως, ἐνῶ οἱ ἐκπρόσωποι τῶν κομμάτων ἐδήλωσαν ὅτι θὰ συνεργασθοῦν. Ὡς γνωστόν, τὸ ζήτημα ἀπησχόλησε καὶ προηγουμένως τὰς ἀρμοδίας ὑπηρεσίας, αἱ ὁποῖαι ὑπέβαλον σχετικὰς εἰσηγήσεις πρὸς τὸ ὑπουργικὸν συμβούλιον. xyxy=(1129,1340,1339,1449)
cartoon-sign: ΒΑΣΙΛΙΚΟΙ ΑΝΔΡΕΣ xyxy=(1449,64,1538,91)
cartoon-panel-3 xyxy=(787,43,1170,396)
article-body xyxy=(889,761,1121,860)
article-body xyxy=(649,1872,881,1971)
cartoon-captions-top xyxy=(14,25,1556,36)
section-label: ΕΝΙΣΧΥΣΕΙΣ xyxy=(729,1386,801,1399)
article-body xyxy=(1129,1523,1339,1633)
article-headline: φοβεῖται πολὺ διὰ τὴν ζωήν της xyxy=(1155,811,1530,837)
body-text: Κατὰ τὰς πληροφορίας τοῦ ἀνταποκριτοῦ μας, αἱ ἁρμόδιαι ἀρχαὶ ἐξακολουθοῦν τὰς ἐρεύνας των ἐπὶ τῆς ὑποθέσεως. Ἡ κυβέρνησις ἀνεκοίνωσεν ὅτι θὰ ληφθοῦν ὅλα τὰ ἀπαραίτητα μέτρα διὰ τὴν ἀντιμετώπισιν τῆς καταστάσεως, ἐνῶ οἱ ἐκπρόσωποι τῶν κομμάτων ἐδήλωσαν ὅτι θὰ συνεργασθοῦν. Ὡς γνωστόν, τὸ ζήτημα ἀπησχόλησε καὶ προηγουμένως τὰς ἀρμοδίας ὑπηρεσίας, αἱ ὁποῖαι ὑπέβαλον σχετικὰς εἰσηγήσεις πρὸς τὸ ὑπουργικὸν συμβούλιον. xyxy=(649,1872,881,1970)
body-text: Κατὰ τὰς πληροφορίας τοῦ ἀνταποκριτοῦ μας, αἱ ἁρμόδιαι ἀρχαὶ ἐξακολουθοῦν τὰς ἐρεύνας των ἐπὶ τῆς ὑποθέσεως. Ἡ κυβέρνησις ἀνεκοίνωσεν ὅτι θὰ ληφθοῦν ὅλα τὰ ἀπαραίτητα μέτρα διὰ τὴν ἀντιμετώπισιν τῆς καταστάσεως, ἐνῶ οἱ ἐκπρόσωποι τῶν κομμάτων ἐδήλωσαν ὅτι θὰ συνεργασθοῦν. Ὡς γνωστόν, τὸ ζήτημα ἀπησχόλησε καὶ προηγουμένως τὰς ἀρμοδίας ὑπηρεσίας, αἱ ὁποῖαι ὑπέβαλον σχετικὰς εἰσηγήσεις πρὸς τὸ ὑπουργικὸν συμβούλιον. xyxy=(649,1159,881,1257)
cartoon-caption: Ο κ. Ἀβέρωφ δέν ἠρκέσθη νά μετακινηθῆ xyxy=(875,25,1080,36)
cartoon-drawing-icon xyxy=(1175,44,1556,395)
brief-headline: Η ΧΟΡΗΓΗΣΙΣ ΤΩΝ ΝΕΩΝ ΑΔΕΙΩΝ ΚΥΚΛΟΦΟΡΙΑΣ ΤΑΞΙ ΕΙΣ ΤΑΣ ΑΘΗΝΑΣ xyxy=(401,618,624,646)
article-body xyxy=(889,1380,1121,1479)
article-kicker: Ἐπιδεινοῦται ἡ κρίσις xyxy=(789,447,981,467)
sub-column xyxy=(1347,1206,1556,1449)
divider xyxy=(1129,1032,1556,1033)
two-column-block xyxy=(14,1956,376,2220)
photo-caption: Μεγάλην ἐπιτυχίαν ἐσημείωσε τὸ δοθὲν χθὲς τὴν ἑσπέραν ρεσιτὰλ πιάνου τοῦ ἐκλεκτοῦ Γερμανοῦ πιανίστα Χέρμπερτ Σπιτσενμπέργκερ, εἰς τὴν αἴθουσαν τῆς Ἑταιρείας Μακεδονικῶν Σπουδῶν. xyxy=(649,2325,1121,2349)
article-body xyxy=(199,1484,376,1616)
body-text: Κατὰ τὰς πληροφορίας τοῦ ἀνταποκριτοῦ μας, αἱ ἁρμόδιαι ἀρχαὶ ἐξακολουθοῦν τὰς ἐρεύνας των ἐπὶ τῆς ὑποθέσεως. Ἡ κυβέρνησις ἀνεκοίνωσεν ὅτι θὰ ληφθοῦν ὅλα τὰ ἀπαραίτητα μέτρα διὰ τὴν ἀντιμετώπισιν τῆς καταστάσεως, ἐνῶ οἱ ἐκπρόσωποι τῶν κομμάτων ἐδήλωσαν ὅτι θὰ συνεργασθοῦν. Ὡς γνωστόν, τὸ ζήτημα ἀπησχόλησε καὶ προηγουμένως τὰς ἀρμοδίας ὑπηρεσίας, αἱ ὁποῖαι ὑπέβαλον σχετικὰς εἰσηγήσεις πρὸς τὸ ὑπουργικὸν συμβούλιον. xyxy=(889,1515,1121,1614)
brief-subhead: ΣΥΝΟΛΙΚΟΥ ΚΟΣΤΟΥΣ 280 ΕΚ. ΔΟΛΛΑΡΙΩΝ xyxy=(899,1093,1111,1103)
divider xyxy=(14,752,376,753)
body-text: Κατὰ τὰς πληροφορίας τοῦ ἀνταποκριτοῦ μας, αἱ ἁρμόδιαι ἀρχαὶ ἐξακολουθοῦν τὰς ἐρεύνας των ἐπὶ τῆς ὑποθέσεως. Ἡ κυβέρνησις ἀνεκοίνωσεν ὅτι θὰ ληφθοῦν ὅλα τὰ ἀπαραίτητα μέτρα διὰ τὴν ἀντιμετώπισιν τῆς καταστάσεως, ἐνῶ οἱ ἐκπρόσωποι τῶν κομμάτων ἐδήλωσαν ὅτι θὰ συνεργασθοῦν. Ὡς γνωστόν, τὸ ζήτημα ἀπησχόλησε καὶ προηγουμένως τὰς ἀρμοδίας ὑπηρεσίας, αἱ ὁποῖαι ὑπέβαλον σχετικὰς εἰσηγήσεις πρὸς τὸ ὑπουργικὸν συμβούλιον. xyxy=(649,793,881,891)
column-divider xyxy=(645,443,646,2323)
body-text: Κατὰ τὰς πληροφορίας τοῦ ἀνταποκριτοῦ μας, αἱ ἁρμόδιαι ἀρχαὶ ἐξακολουθοῦν τὰς ἐρεύνας των ἐπὶ τῆς ὑποθέσεως. Ἡ κυβέρνησις ἀνεκοίνωσεν ὅτι θὰ ληφθοῦν ὅλα τὰ ἀπαραίτητα μέτρα διὰ τὴν ἀντιμετώπισιν τῆς καταστάσεως, ἐνῶ οἱ ἐκπρόσωποι τῶν κομμάτων ἐδήλωσαν ὅτι θὰ συνεργασθοῦν. Ὡς γνωστόν, τὸ ζήτημα ἀπησχόλησε καὶ προηγουμένως τὰς ἀρμοδίας ὑπηρεσίας, αἱ ὁποῖαι ὑπέβαλον σχετικὰς εἰσηγήσεις πρὸς τὸ ὑπουργικὸν συμβούλιον. xyxy=(649,914,881,1013)
sub-column xyxy=(14,1484,191,1771)
article-body xyxy=(1129,879,1339,1026)
cartoon-caption: ΚΑΝΑΓΙΩΤΑΚΗΣ: -Ἀντε... στήν ἀγώνυστο, νά γλυτώσω ἀπό σᾶς!... xyxy=(23,400,391,413)
brief-headline: ΙΑΠΩΝ ΥΠΟΥΡΓΟΣ ΘΑ ΕΠΙΣΚΕΦΘΗ ΤΗΝ ΝΟΤΙΟΝ ΚΟΡΕΑΝ xyxy=(26,982,178,1022)
body-text: Κατὰ τὰς πληροφορίας τοῦ ἀνταποκριτοῦ μας, αἱ ἁρμόδιαι ἀρχαὶ ἐξακολουθοῦν τὰς ἐρεύνας των ἐπὶ τῆς ὑποθέσεως. Ἡ κυβέρνησις ἀνεκοίνωσεν ὅτι θὰ ληφθοῦν ὅλα τὰ ἀπαραίτητα μέτρα διὰ τὴν ἀντιμετώπισιν τῆς καταστάσεως, ἐνῶ οἱ ἐκπρόσωποι τῶν κομμάτων ἐδήλωσαν ὅτι θὰ συνεργασθοῦν. Ὡς γνωστόν, τὸ ζήτημα ἀπησχόλησε καὶ προηγουμένως τὰς ἀρμοδίας ὑπηρεσίας, αἱ ὁποῖαι ὑπέβαλον σχετικὰς εἰσηγήσεις πρὸς τὸ ὑπουργικὸν συμβούλιον. xyxy=(1347,1340,1556,1449)
article-body xyxy=(889,1108,1121,1207)
body-text: Κατὰ τὰς πληροφορίας τοῦ ἀνταποκριτοῦ μας, αἱ ἁρμόδιαι ἀρχαὶ ἐξακολουθοῦν τὰς ἐρεύνας των ἐπὶ τῆς ὑποθέσεως. Ἡ κυβέρνησις ἀνεκοίνωσεν ὅτι θὰ ληφθοῦν ὅλα τὰ ἀπαραίτητα μέτρα διὰ τὴν ἀντιμετώπισιν τῆς καταστάσεως, ἐνῶ οἱ ἐκπρόσωποι τῶν κομμάτων ἐδήλωσαν ὅτι θὰ συνεργασθοῦν. Ὡς γνωστόν, τὸ ζήτημα ἀπησχόλησε καὶ προηγουμένως τὰς ἀρμοδίας ὑπηρεσίας, αἱ ὁποῖαι ὑπέβαλον σχετικὰς εἰσηγήσεις πρὸς τὸ ὑπουργικὸν συμβούλιον. xyxy=(1129,616,1339,726)
article-body xyxy=(649,1282,881,1381)
boxed-article xyxy=(889,864,1121,1055)
brief-headline: ΟΙ ΕΦΟΔΙΑΣΜΟΙ ΥΠΟ ΤΗΣ ΑΤΕ Η ΣΥΚΕΝΤΡΩΣΙΣ ΟΡΥΖΑ xyxy=(908,1485,1102,1511)
article-subhead: Ἐνεγράφησαν οἱ ἐφοπλισταὶ xyxy=(77,587,313,608)
article-subhead: Νιάρχος, Ὠνάσης καὶ Λαιμὸς xyxy=(74,610,316,630)
article-subhead: Δὲν παραδέχεται τὴν οἰκουμενικότητα xyxy=(1180,1181,1505,1201)
body-text: Κατὰ τὰς πληροφορίας τοῦ ἀνταποκριτοῦ μας, αἱ ἁρμόδιαι ἀρχαὶ ἐξακολουθοῦν τὰς ἐρεύνας των ἐπὶ τῆς ὑποθέσεως. Ἡ κυβέρνησις ἀνεκοίνωσεν ὅτι θὰ ληφθοῦν ὅλα τὰ ἀπαραίτητα μέτρα διὰ τὴν ἀντιμετώπισιν τῆς καταστάσεως, ἐνῶ οἱ ἐκπρόσωποι τῶν κομμάτων ἐδήλωσαν ὅτι θὰ συνεργασθοῦν. Ὡς γνωστόν, τὸ ζήτημα ἀπησχόλησε καὶ προηγουμένως τὰς ἀρμοδίας ὑπηρεσίας, αἱ ὁποῖαι ὑπέβαλον σχετικὰς εἰσηγήσεις πρὸς τὸ ὑπουργικὸν συμβούλιον. xyxy=(384,1217,641,1316)
section-label: ΑΙ ΑΠΩΛΕΙΑΙ xyxy=(967,743,1043,757)
article-subhead: ΚΑΤΑ ΤΗΣ ΕΚΠΤΩΣΕΩΣ xyxy=(111,1869,279,1887)
article-body xyxy=(384,1883,641,1982)
section-label: ΝΕΟΝ ΣΧΗΜΑ xyxy=(1410,1322,1493,1336)
article-subhead: Κρισιμωτάτη εἶναι ἡ κατάστασις xyxy=(696,647,1074,671)
body-text: Κατὰ τὰς πληροφορίας τοῦ ἀνταποκριτοῦ μας, αἱ ἁρμόδιαι ἀρχαὶ ἐξακολουθοῦν τὰς ἐρεύνας των ἐπὶ τῆς ὑποθέσεως. Ἡ κυβέρνησις ἀνεκοίνωσεν ὅτι θὰ ληφθοῦν ὅλα τὰ ἀπαραίτητα μέτρα διὰ τὴν ἀντιμετώπισιν τῆς καταστάσεως, ἐνῶ οἱ ἐκπρόσωποι τῶν κομμάτων ἐδήλωσαν ὅτι θὰ συνεργασθοῦν. Ὡς γνωστόν, τὸ ζήτημα ἀπησχόλησε καὶ προηγουμένως τὰς ἀρμοδίας ὑπηρεσίας, αἱ ὁποῖαι ὑπέβαλον σχετικὰς εἰσηγήσεις πρὸς τὸ ὑπουργικὸν συμβούλιον. xyxy=(1129,879,1339,989)
cartoon-caption: Οί κ.κ. Παπαλίγας καί Μακρής ἀνεχώρησαν εἰς ἐξόρμησιν ἀνά τήν Ἑλλάδα xyxy=(16,25,397,36)
article-headline: Συνεκροτήθησαν αἱ ἁρμόδιοι ἐπιτροπαὶ xyxy=(57,932,333,973)
two-column-block xyxy=(649,738,1121,1737)
body-text: Κατὰ τὰς πληροφορίας τοῦ ἀνταποκριτοῦ μας, αἱ ἁρμόδιαι ἀρχαὶ ἐξακολουθοῦν τὰς ἐρεύνας των ἐπὶ τῆς ὑποθέσεως. Ἡ κυβέρνησις ἀνεκοίνωσεν ὅτι θὰ ληφθοῦν ὅλα τὰ ἀπαραίτητα μέτρα διὰ τὴν ἀντιμετώπισιν τῆς καταστάσεως, ἐνῶ οἱ ἐκπρόσωποι τῶν κομμάτων ἐδήλωσαν ὅτι θὰ συνεργασθοῦν. Ὡς γνωστόν, τὸ ζήτημα ἀπησχόλησε καὶ προηγουμένως τὰς ἀρμοδίας ὑπηρεσίας, αἱ ὁποῖαι ὑπέβαλον σχετικὰς εἰσηγήσεις πρὸς τὸ ὑπουργικὸν συμβούλιον. xyxy=(1347,1206,1556,1316)
cartoon-panel-2 xyxy=(401,43,784,396)
body-text: Κατὰ τὰς πληροφορίας τοῦ ἀνταποκριτοῦ μας, αἱ ἁρμόδιαι ἀρχαὶ ἐξακολουθοῦν τὰς ἐρεύνας των ἐπὶ τῆς ὑποθέσεως. Ἡ κυβέρνησις ἀνεκοίνωσεν ὅτι θὰ ληφθοῦν ὅλα τὰ ἀπαραίτητα μέτρα διὰ τὴν ἀντιμετώπισιν τῆς καταστάσεως, ἐνῶ οἱ ἐκπρόσωποι τῶν κομμάτων ἐδήλωσαν ὅτι θὰ συνεργασθοῦν. Ὡς γνωστόν, τὸ ζήτημα ἀπησχόλησε καὶ προηγουμένως τὰς ἀρμοδίας ὑπηρεσίας, αἱ ὁποῖαι ὑπέβαλον σχετικὰς εἰσηγήσεις πρὸς τὸ ὑπουργικὸν συμβούλιον. xyxy=(384,884,641,983)
column-4 xyxy=(1129,443,1556,2323)
body-text: Κατὰ τὰς πληροφορίας τοῦ ἀνταποκριτοῦ μας, αἱ ἁρμόδιαι ἀρχαὶ ἐξακολουθοῦν τὰς ἐρεύνας των ἐπὶ τῆς ὑποθέσεως. Ἡ κυβέρνησις ἀνεκοίνωσεν ὅτι θὰ ληφθοῦν ὅλα τὰ ἀπαραίτητα μέτρα διὰ τὴν ἀντιμετώπισιν τῆς καταστάσεως, ἐνῶ οἱ ἐκπρόσωποι τῶν κομμάτων ἐδήλωσαν ὅτι θὰ συνεργασθοῦν. Ὡς γνωστόν, τὸ ζήτημα ἀπησχόλησε καὶ προηγουμένως τὰς ἀρμοδίας ὑπηρεσίας, αἱ ὁποῖαι ὑπέβαλον σχετικὰς εἰσηγήσεις πρὸς τὸ ὑπουργικὸν συμβούλιον. xyxy=(1129,1523,1339,1633)
sub-column xyxy=(14,976,191,1341)
brief-headline: ΠΡΟΣΤΙΜΟΝ 300 ΜΑΡΚΩΝ ΕΙΣ ΤΗΝ ΕΠΙΘΕΩΡΗΣΙΝ «ΝΤΕΡ ΣΠΙΓΚΕΛ» xyxy=(398,456,627,484)
brief-headline: Ο ΚΑΣΤΡΟ ΑΙΣΙΟΔΟΞΕΙ ΔΙΑ ΤΟ ΜΕΛΛΟΝ ΤΗΣ ΓΕΩΡΓΙΑΣ ΕΙΣ ΤΗΝ ΚΟΥΒΑΝ xyxy=(395,853,630,880)
article-kicker: Ἡ πολιτικὴ κατάστασις εἰς τὴν Τουρκίαν xyxy=(64,1352,326,1368)
article-body xyxy=(1129,1340,1339,1449)
article-headline: Αἱ προεγγραφαὶ εἰς τὸ δάνειον ἐκάλυψαν ἐντὸς τριημέρου τὸ ποσὸν τῶν 105.000.000 δραχ. xyxy=(22,468,368,582)
